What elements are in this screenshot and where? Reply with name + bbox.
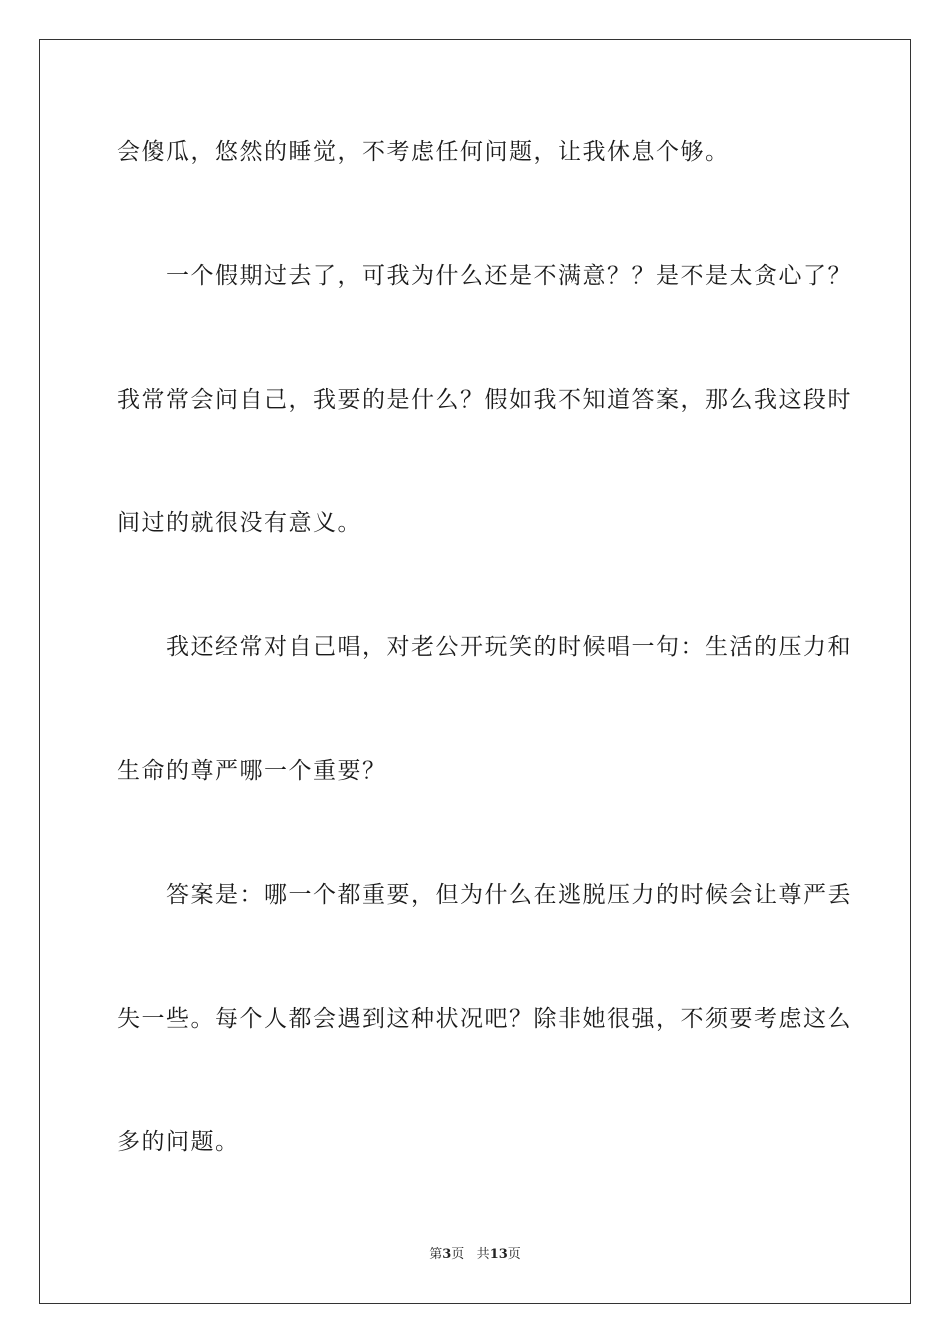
page-suffix: 页 [451,1247,465,1262]
total-suffix: 页 [507,1247,521,1262]
text-line-8: 失一些。每个人都会遇到这种状况吧？除非她很强，不须要考虑这么 [117,1006,852,1032]
page-number: 3 [442,1247,452,1262]
total-prefix: 共 [476,1247,490,1262]
page-border [39,39,911,1304]
text-line-5: 我还经常对自己唱，对老公开玩笑的时候唱一句：生活的压力和 [117,634,852,660]
total-pages: 13 [489,1247,508,1262]
text-line-4: 间过的就很没有意义。 [117,510,362,536]
text-line-9: 多的问题。 [117,1129,240,1155]
text-line-6: 生命的尊严哪一个重要？ [117,758,387,784]
page-footer [0,1246,950,1264]
text-line-2: 一个假期过去了，可我为什么还是不满意？？是不是太贪心了？ [117,263,852,289]
text-line-1: 会傻瓜，悠然的睡觉，不考虑任何问题，让我休息个够。 [117,139,730,165]
page-prefix: 第 [429,1247,443,1262]
text-line-3: 我常常会问自己，我要的是什么？假如我不知道答案，那么我这段时 [117,387,852,413]
text-line-7: 答案是：哪一个都重要，但为什么在逃脱压力的时候会让尊严丢 [117,882,852,908]
